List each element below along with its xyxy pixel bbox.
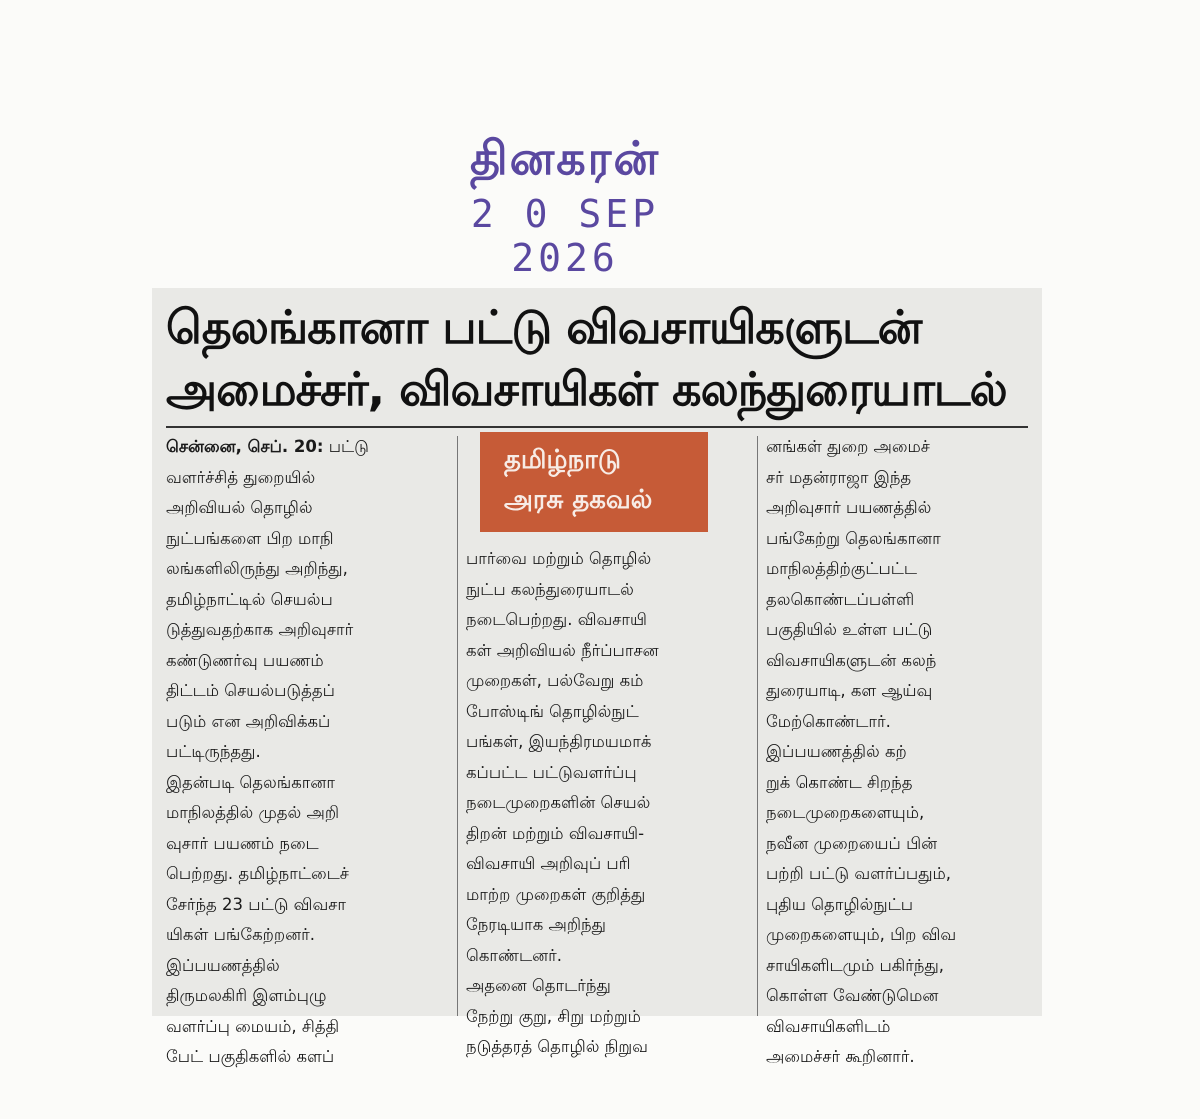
newspaper-stamp (420, 130, 710, 280)
stamp-date: 2 0 SEP 2026 (470, 192, 660, 280)
column-line: மாற்ற முறைகள் குறித்து (466, 884, 646, 904)
column-line: பற்றி பட்டு வளர்ப்பதும், (766, 864, 952, 883)
badge-line-2: அரசு தகவல் (504, 485, 653, 515)
column-line: நேரடியாக அறிந்து (466, 915, 606, 934)
column-line: பட்டிருந்தது. (166, 742, 261, 761)
column-line: சேர்ந்த 23 பட்டு விவசா (166, 894, 346, 914)
column-line: முறைகளையும், பிற விவ (766, 925, 957, 944)
column-line: புதிய தொழில்நுட்ப (766, 894, 914, 914)
column-line: இதன்படி தெலங்கானா (166, 772, 335, 792)
column-line: டுத்துவதற்காக அறிவுசார் (166, 620, 354, 639)
column-line: லங்களிலிருந்து அறிந்து, (166, 559, 348, 578)
dateline-line (166, 432, 448, 463)
column-line: நேற்று குறு, சிறு மற்றும் (466, 1006, 641, 1026)
column-line: நடுத்தரத் தொழில் நிறுவ (466, 1037, 648, 1056)
column-line: துரையாடி, கள ஆய்வு (766, 681, 933, 700)
column-line: அமைச்சர் கூறினார். (766, 1047, 915, 1066)
column-divider (457, 436, 458, 1016)
column-line: தலகொண்டப்பள்ளி (766, 589, 915, 609)
column-line: நடைமுறைகளின் செயல் (466, 793, 651, 812)
column-line: அறிவுசார் பயணத்தில் (766, 498, 932, 517)
column-line: இப்பயணத்தில் கற் (766, 742, 907, 761)
column-line: நுட்ப கலந்துரையாடல் (466, 579, 634, 599)
column-line: திருமலகிரி இளம்புழு (166, 986, 327, 1005)
column-1 (166, 432, 448, 1073)
column-line: றுக் கொண்ட சிறந்த (766, 772, 913, 792)
column-line: பங்கேற்று தெலங்கானா (766, 528, 941, 548)
headline-line-2: அமைச்சர், விவசாயிகள் கலந்துரையாடல் (166, 362, 1007, 416)
column-line: நடைமுறைகளையும், (766, 803, 925, 822)
column-line: னங்கள் துறை அமைச் (766, 437, 930, 456)
column-line: யிகள் பங்கேற்றனர். (166, 925, 315, 944)
column-line: திட்டம் செயல்படுத்தப் (166, 681, 335, 700)
column-line: திறன் மற்றும் விவசாயி- (466, 823, 645, 843)
column-line: இப்பயணத்தில் (166, 955, 280, 975)
newspaper-name: தினகரன் (469, 131, 661, 185)
category-badge (480, 432, 708, 532)
column-line: தமிழ்நாட்டில் செயல்ப (166, 589, 333, 609)
column-line: சாயிகளிடமும் பகிர்ந்து, (766, 955, 945, 975)
column-line: விவசாயிகளிடம் (766, 1016, 891, 1036)
dateline: சென்னை, செப். 20: (166, 437, 324, 456)
column-line: கொண்டனர். (466, 945, 563, 965)
column-line: பெற்றது. தமிழ்நாட்டைச் (166, 864, 349, 883)
badge-line-1: தமிழ்நாடு (504, 445, 621, 475)
column-line: போஸ்டிங் தொழில்நுட் (466, 701, 639, 721)
column-line: பங்கள், இயந்திரமயமாக் (466, 732, 652, 751)
column-line: நுட்பங்களை பிற மாநி (166, 528, 334, 548)
column-line: கப்பட்ட பட்டுவளர்ப்பு (466, 762, 637, 782)
column-line: விவசாயிகளுடன் கலந் (766, 650, 937, 670)
column-line: பேட் பகுதிகளில் களப் (166, 1047, 335, 1066)
column-line: நவீன முறையைப் பின் (766, 833, 938, 853)
column-line: சர் மதன்ராஜா இந்த (766, 467, 912, 487)
column-line: பகுதியில் உள்ள பட்டு (766, 620, 933, 639)
column-line: கொள்ள வேண்டுமென (766, 986, 939, 1005)
column-line: மாநிலத்திற்குட்பட்ட (766, 559, 917, 578)
column-line: கள் அறிவியல் நீர்ப்பாசன (466, 640, 659, 660)
column-line: வளர்ப்பு மையம், சித்தி (166, 1016, 340, 1036)
column-line: வளர்ச்சித் துறையில் (166, 467, 316, 487)
article-columns (166, 432, 1028, 1066)
column-line: படும் என அறிவிக்கப் (166, 711, 331, 731)
headline-rule (166, 426, 1028, 428)
column-line: அதனை தொடர்ந்து (466, 976, 611, 995)
news-clipping (152, 288, 1042, 1066)
column-line: கண்டுணர்வு பயணம் (166, 650, 324, 670)
column-line: நடைபெற்றது. விவசாயி (466, 610, 647, 629)
column-line: விவசாயி அறிவுப் பரி (466, 854, 631, 873)
column-line: மாநிலத்தில் முதல் அறி (166, 803, 340, 822)
column-line: பட்டு (328, 437, 369, 456)
column-line: மேற்கொண்டார். (766, 711, 891, 731)
column-line: முறைகள், பல்வேறு கம் (466, 671, 644, 690)
column-line: அறிவியல் தொழில் (166, 498, 313, 517)
column-divider (757, 436, 758, 1016)
column-line: பார்வை மற்றும் தொழில் (466, 549, 652, 568)
column-3 (766, 432, 1048, 1073)
headline-line-1: தெலங்கானா பட்டு விவசாயிகளுடன் (166, 300, 922, 354)
column-line: வுசார் பயணம் நடை (166, 833, 319, 853)
column-2 (466, 432, 748, 1063)
